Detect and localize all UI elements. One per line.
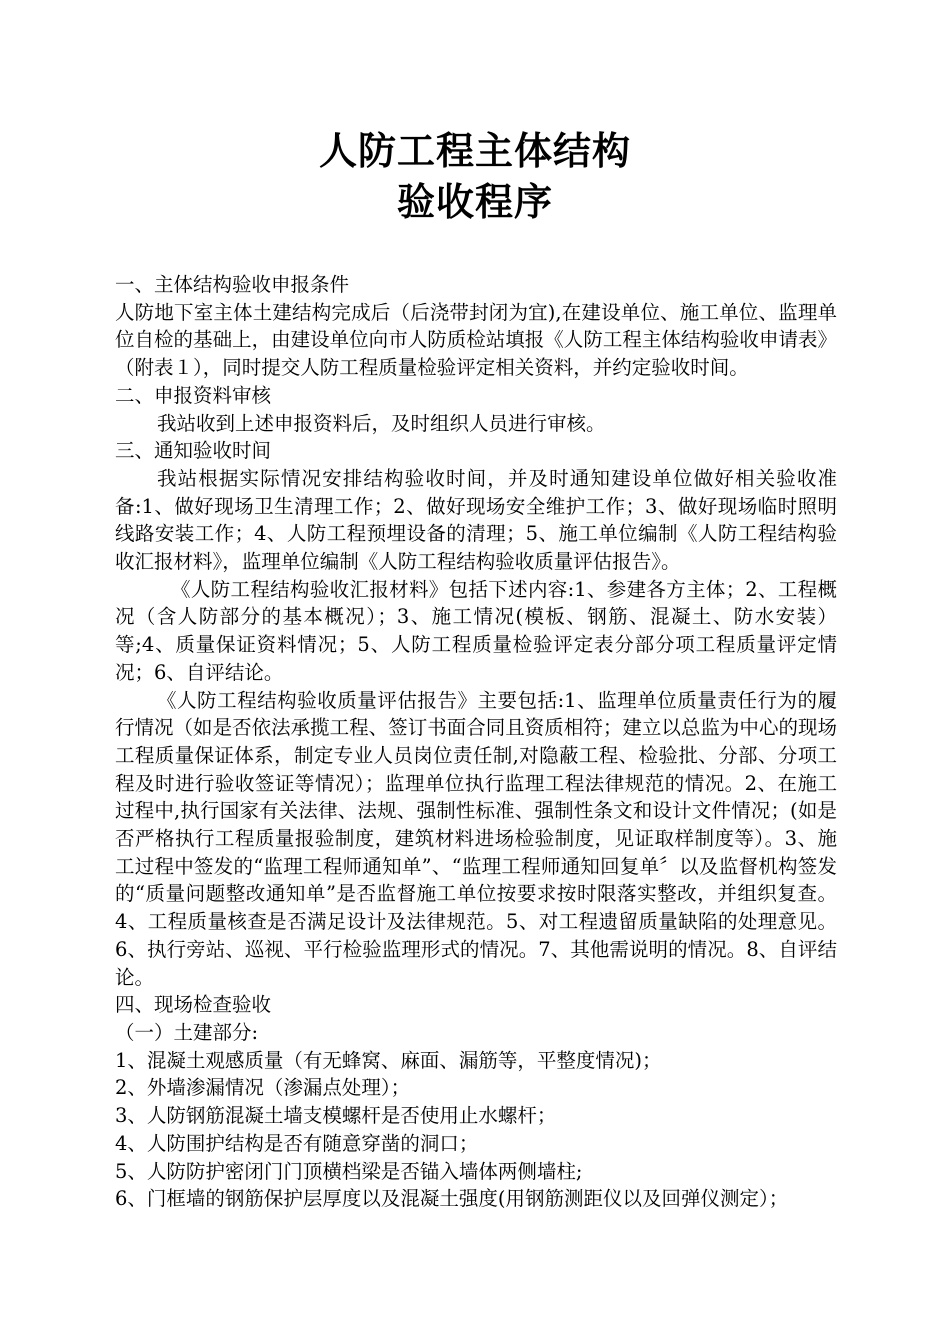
section-4-subheading: （一）土建部分:: [115, 1020, 259, 1044]
section-3-paragraph-1: 我站根据实际情况安排结构验收时间，并及时通知建设单位做好相关验收准备:1、做好现场卫生清理工作；2、做好现场安全维护工作；3、做好现场临时照明线路安装工作；4、人防工程预埋设备的清理；5、施工单位编制《人防工程结构验收汇报材料》，监理单位编制《人防工程结构验收质量评估报告》。: [115, 466, 837, 574]
document-title-line-2: 验收程序: [396, 180, 553, 224]
list-item: 5、人防防护密闭门门顶横档梁是否锚入墙体两侧墙柱;: [115, 1159, 583, 1183]
document-title-line-1: 人防工程主体结构: [318, 129, 631, 173]
document-body: [115, 271, 837, 1213]
list-item: 2、外墙渗漏情况（渗漏点处理）；: [115, 1076, 411, 1100]
list-item: 6、门框墙的钢筋保护层厚度以及混凝土强度(用钢筋测距仪以及回弹仪测定）；: [115, 1187, 789, 1211]
section-2-paragraph: 我站收到上述申报资料后，及时组织人员进行审核。: [157, 411, 606, 435]
section-3-paragraph-2: 《人防工程结构验收汇报材料》包括下述内容:1、参建各方主体；2、工程概况（含人防部分的基本概况）；3、施工情况(模板、钢筋、混凝土、防水安装）等;4、质量保证资料情况；5、人防工程质量检验评定表分部分项工程质量评定情况；6、自评结论。: [115, 577, 837, 684]
section-4-heading: 四、现场检查验收: [115, 993, 272, 1017]
section-1-heading: 一、主体结构验收申报条件: [115, 273, 350, 296]
section-3-heading: 三、通知验收时间: [115, 439, 272, 463]
list-item: 3、人防钢筋混凝土墙支模螺杆是否使用止水螺杆；: [115, 1104, 557, 1128]
list-item: 1、混凝土观感质量（有无蜂窝、麻面、漏筋等，平整度情况)；: [115, 1048, 662, 1072]
section-3-paragraph-3: 《人防工程结构验收质量评估报告》主要包括:1、监理单位质量责任行为的履行情况（如是否依法承揽工程、签订书面合同且资质相符；建立以总监为中心的现场工程质量保证体系，制定专业人员岗位责任制,对隐蔽工程、检验批、分部、分项工程及时进行验收签证等情况）；监理单位执行监理工程法律规范的情况。2、在施工过程中,执行国家有关法律、法规、强制性标准、强制性条文和设计文件情况；(如是否严格执行工程质量报验制度，建筑材料进场检验制度，见证取样制度等）。3、施工过程中签发的“监理工程师通知单”、“监理工程师通知回复单〞以及监督机构签发的“质量问题整改通知单”是否监督施工单位按要求按时限落实整改，并组织复查。4、工程质量核查是否满足设计及法律规范。5、对工程遗留质量缺陷的处理意见。6、执行旁站、巡视、平行检验监理形式的情况。7、其他需说明的情况。8、自评结论。: [115, 688, 837, 989]
section-1-paragraph: 人防地下室主体土建结构完成后（后浇带封闭为宜),在建设单位、施工单位、监理单位自检的基础上，由建设单位向市人防质检站填报《人防工程主体结构验收申请表》（附表１），同时提交人防工程质量检验评定相关资料，并约定验收时间。: [115, 300, 837, 380]
section-2-heading: 二、申报资料审核: [115, 383, 272, 407]
list-item: 4、人防围护结构是否有随意穿凿的洞口；: [115, 1131, 479, 1155]
